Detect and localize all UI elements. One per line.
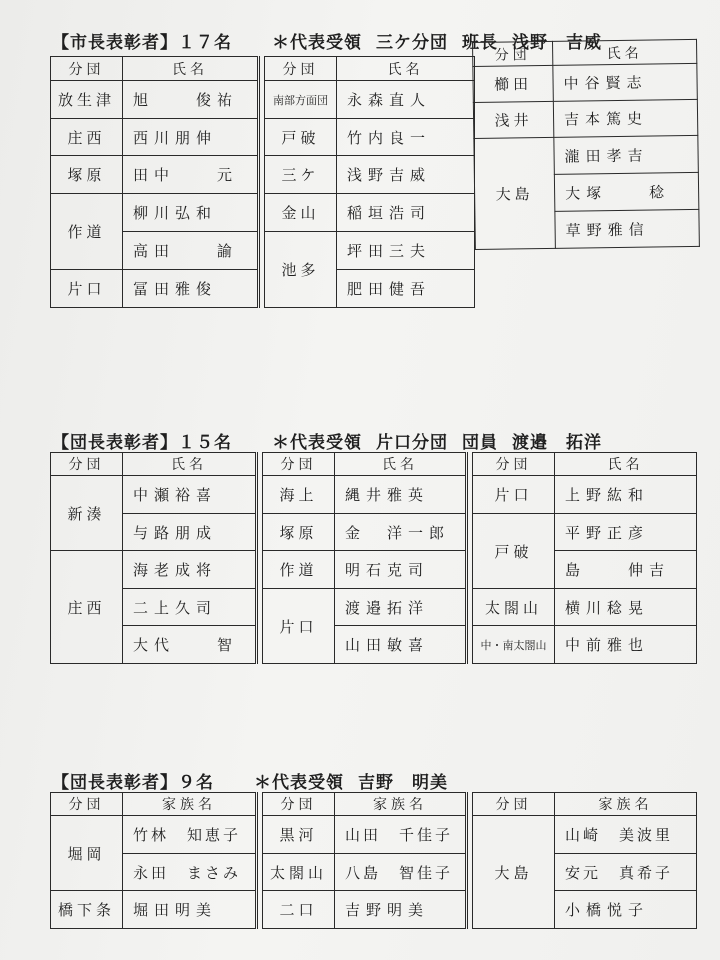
name-cell: 永森直人 <box>337 81 475 119</box>
section3-table <box>50 792 697 929</box>
name-cell: 海老成将 <box>123 551 257 589</box>
name-cell: 肥田健吾 <box>337 270 475 308</box>
name-cell: 瀧田孝吉 <box>554 135 699 174</box>
branch-cell: 太閤山 <box>263 854 335 891</box>
name-cell: 西川朋伸 <box>123 119 259 156</box>
header-family-name: 家族名 <box>335 793 467 816</box>
branch-cell: 塚原 <box>51 156 123 194</box>
header-name: 氏名 <box>123 57 259 81</box>
header-branch: 分団 <box>51 793 123 816</box>
branch-cell: 庄西 <box>51 119 123 156</box>
name-cell: 旭 俊祐 <box>123 81 259 119</box>
name-cell: 平野正彦 <box>555 514 697 551</box>
name-cell: 柳川弘和 <box>123 194 259 232</box>
name-cell: 山田敏喜 <box>335 626 467 664</box>
branch-cell: 作道 <box>51 194 123 270</box>
name-cell: 竹内良一 <box>337 119 475 156</box>
header-name: 氏名 <box>555 453 697 476</box>
branch-cell: 片口 <box>263 589 335 664</box>
branch-cell: 堀岡 <box>51 816 123 891</box>
name-cell: 永田 まさみ <box>123 854 257 891</box>
branch-cell: 新湊 <box>51 476 123 551</box>
name-cell: 安元 真希子 <box>555 854 697 891</box>
name-cell: 渡邉拓洋 <box>335 589 467 626</box>
header-name: 氏名 <box>335 453 467 476</box>
name-cell: 八島 智佳子 <box>335 854 467 891</box>
section2-rep-label: ＊代表受領 <box>272 433 362 453</box>
name-cell: 小橋悦子 <box>555 891 697 929</box>
section2-rep-role: 団員 <box>462 433 498 453</box>
section2-rep-branch: 片口分団 <box>376 433 448 453</box>
section1-rep-branch: 三ケ分団 <box>376 33 448 53</box>
name-cell: 吉本篤史 <box>553 99 697 137</box>
branch-cell: 塚原 <box>263 514 335 551</box>
section2-title <box>52 428 616 453</box>
header-name: 氏名 <box>123 453 257 476</box>
section1-rep-name: 浅野 吉威 <box>512 33 602 53</box>
name-cell: 山崎 美波里 <box>555 816 697 854</box>
name-cell: 二上久司 <box>123 589 257 626</box>
branch-cell: 櫛田 <box>473 65 553 102</box>
branch-cell: 放生津 <box>51 81 123 119</box>
name-cell: 吉野明美 <box>335 891 467 929</box>
branch-cell: 戸破 <box>265 119 337 156</box>
name-cell: 縄井雅英 <box>335 476 467 514</box>
header-name: 氏名 <box>337 57 475 81</box>
name-cell: 草野雅信 <box>555 209 700 248</box>
header-branch: 分団 <box>473 793 555 816</box>
name-cell: 与路朋成 <box>123 514 257 551</box>
name-cell: 田中 元 <box>123 156 259 194</box>
branch-cell: 戸破 <box>473 514 555 589</box>
branch-cell: 海上 <box>263 476 335 514</box>
name-cell: 金 洋一郎 <box>335 514 467 551</box>
header-branch: 分団 <box>263 793 335 816</box>
branch-cell: 南部方面団 <box>265 81 337 119</box>
section2-heading: 【団長表彰者】１５名 <box>52 433 232 453</box>
name-cell: 中谷賢志 <box>553 63 697 101</box>
header-branch: 分団 <box>265 57 337 81</box>
header-branch: 分団 <box>473 453 555 476</box>
name-cell: 中瀬裕喜 <box>123 476 257 514</box>
branch-cell: 金山 <box>265 194 337 232</box>
branch-cell: 橋下条 <box>51 891 123 929</box>
section3-rep-name: 吉野 明美 <box>358 773 448 793</box>
name-cell: 大代 智 <box>123 626 257 664</box>
branch-cell: 作道 <box>263 551 335 589</box>
section1-table-right <box>472 39 700 250</box>
section1-table-left <box>50 56 475 308</box>
name-cell: 坪田三夫 <box>337 232 475 270</box>
section3-title <box>52 768 462 793</box>
name-cell: 山田 千佳子 <box>335 816 467 854</box>
branch-cell: 大島 <box>474 137 556 249</box>
branch-cell: 中・南太閤山 <box>473 626 555 664</box>
branch-cell: 片口 <box>51 270 123 308</box>
header-branch: 分団 <box>263 453 335 476</box>
branch-cell: 大島 <box>473 816 555 929</box>
branch-cell: 池多 <box>265 232 337 308</box>
name-cell: 浅野吉威 <box>337 156 475 194</box>
section2-table <box>50 452 697 664</box>
name-cell: 上野紘和 <box>555 476 697 514</box>
branch-cell: 片口 <box>473 476 555 514</box>
section2-rep-name: 渡邉 拓洋 <box>512 433 602 453</box>
branch-cell: 三ケ <box>265 156 337 194</box>
header-family-name: 家族名 <box>123 793 257 816</box>
section1-rep-role: 班長 <box>462 33 498 53</box>
section1-heading: 【市長表彰者】１７名 <box>52 33 232 53</box>
name-cell: 島 伸吉 <box>555 551 697 589</box>
name-cell: 冨田雅俊 <box>123 270 259 308</box>
name-cell: 中前雅也 <box>555 626 697 664</box>
header-name: 氏名 <box>552 39 696 65</box>
branch-cell: 太閤山 <box>473 589 555 626</box>
section3-rep-label: ＊代表受領 <box>254 773 344 793</box>
header-family-name: 家族名 <box>555 793 697 816</box>
name-cell: 高田 諭 <box>123 232 259 270</box>
header-branch: 分団 <box>51 453 123 476</box>
branch-cell: 二口 <box>263 891 335 929</box>
section3-heading: 【団長表彰者】９名 <box>52 773 214 793</box>
branch-cell: 黒河 <box>263 816 335 854</box>
name-cell: 稲垣浩司 <box>337 194 475 232</box>
header-branch: 分団 <box>51 57 123 81</box>
name-cell: 竹林 知恵子 <box>123 816 257 854</box>
header-branch: 分団 <box>473 41 553 66</box>
name-cell: 堀田明美 <box>123 891 257 929</box>
branch-cell: 浅井 <box>473 101 553 138</box>
name-cell: 横川稔晃 <box>555 589 697 626</box>
name-cell: 大塚 稔 <box>554 172 699 211</box>
name-cell: 明石克司 <box>335 551 467 589</box>
section1-rep-label: ＊代表受領 <box>272 33 362 53</box>
branch-cell: 庄西 <box>51 551 123 664</box>
